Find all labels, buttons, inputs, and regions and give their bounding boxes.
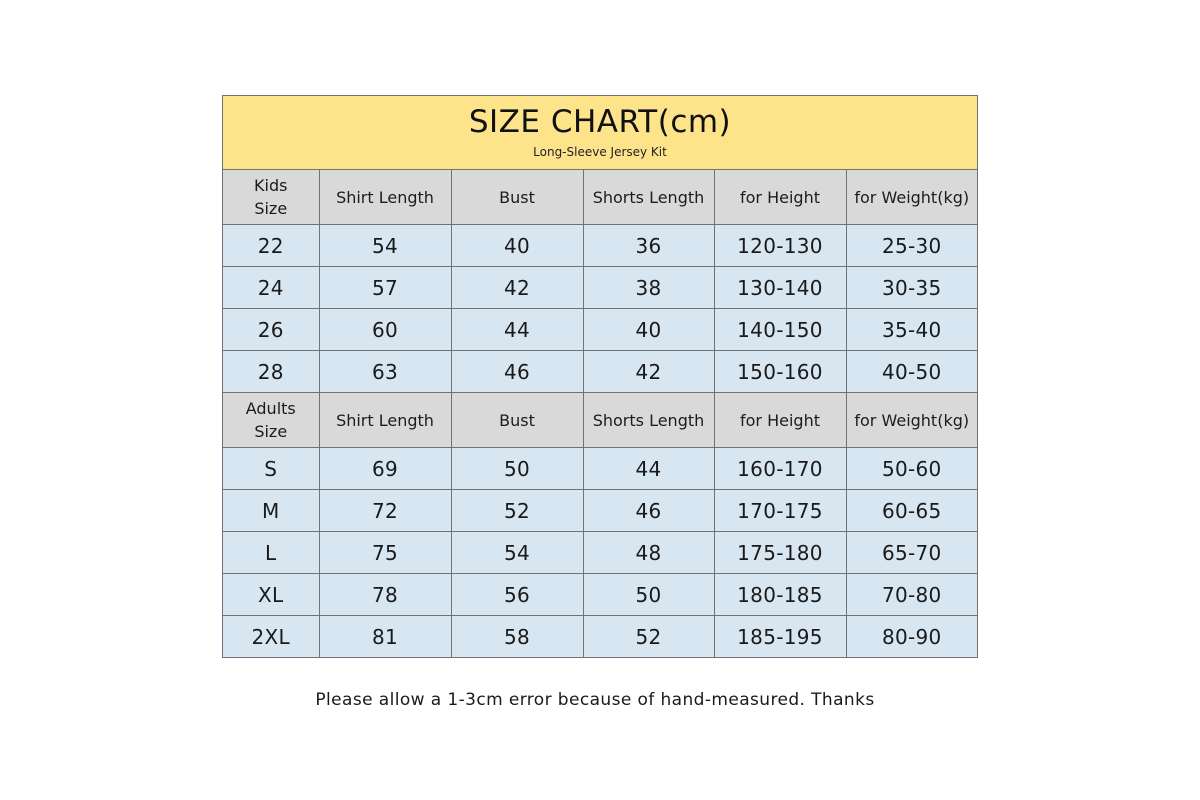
table-row [223,225,977,267]
kids-label: Kids [254,176,288,195]
size-label: Size [254,199,288,218]
column-header-shorts-length: Shorts Length [583,393,714,448]
bust-cell: 52 [451,490,583,532]
bust-cell: 56 [451,574,583,616]
bust-cell: 42 [451,267,583,309]
height-cell: 130-140 [714,267,846,309]
shirt-length-cell: 60 [319,309,451,351]
bust-cell: 50 [451,448,583,490]
size-cell: 24 [223,267,319,309]
shorts-length-cell: 52 [583,616,714,658]
table-row [223,267,977,309]
column-header-weight: for Weight(kg) [846,170,977,225]
bust-cell: 40 [451,225,583,267]
weight-cell: 65-70 [846,532,977,574]
column-header-bust: Bust [451,170,583,225]
weight-cell: 25-30 [846,225,977,267]
size-cell: L [223,532,319,574]
column-header-shirt-length: Shirt Length [319,393,451,448]
bust-cell: 58 [451,616,583,658]
table-row [223,616,977,658]
bust-cell: 44 [451,309,583,351]
size-cell: 2XL [223,616,319,658]
height-cell: 175-180 [714,532,846,574]
column-header-height: for Height [714,393,846,448]
shorts-length-cell: 46 [583,490,714,532]
shirt-length-cell: 75 [319,532,451,574]
weight-cell: 50-60 [846,448,977,490]
weight-cell: 80-90 [846,616,977,658]
weight-cell: 40-50 [846,351,977,393]
bust-cell: 46 [451,351,583,393]
weight-cell: 35-40 [846,309,977,351]
column-header-shirt-length: Shirt Length [319,170,451,225]
size-cell: XL [223,574,319,616]
table-row [223,351,977,393]
shorts-length-cell: 36 [583,225,714,267]
table-row [223,532,977,574]
size-cell: M [223,490,319,532]
column-header-shorts-length: Shorts Length [583,170,714,225]
height-cell: 150-160 [714,351,846,393]
shorts-length-cell: 38 [583,267,714,309]
adults-label: Adults [245,399,296,418]
chart-title: SIZE CHART(cm) [468,104,732,140]
shirt-length-cell: 78 [319,574,451,616]
height-cell: 180-185 [714,574,846,616]
height-cell: 140-150 [714,309,846,351]
weight-cell: 60-65 [846,490,977,532]
shirt-length-cell: 69 [319,448,451,490]
size-table [223,170,977,657]
shirt-length-cell: 57 [319,267,451,309]
height-cell: 120-130 [714,225,846,267]
shirt-length-cell: 63 [319,351,451,393]
shirt-length-cell: 72 [319,490,451,532]
size-cell: 26 [223,309,319,351]
chart-header [223,96,977,170]
size-label: Size [254,422,288,441]
chart-subtitle: Long-Sleeve Jersey Kit [533,145,667,159]
column-header-height: for Height [714,170,846,225]
measurement-note: Please allow a 1-3cm error because of hand-measured. Thanks [315,690,875,710]
size-cell: S [223,448,319,490]
kids-size-header [223,170,319,225]
shirt-length-cell: 54 [319,225,451,267]
size-cell: 22 [223,225,319,267]
shorts-length-cell: 48 [583,532,714,574]
shirt-length-cell: 81 [319,616,451,658]
shorts-length-cell: 42 [583,351,714,393]
shorts-length-cell: 40 [583,309,714,351]
table-row [223,574,977,616]
adults-header-row [223,393,977,448]
table-row [223,448,977,490]
column-header-weight: for Weight(kg) [846,393,977,448]
weight-cell: 30-35 [846,267,977,309]
bust-cell: 54 [451,532,583,574]
size-cell: 28 [223,351,319,393]
weight-cell: 70-80 [846,574,977,616]
shorts-length-cell: 50 [583,574,714,616]
adults-size-header [223,393,319,448]
kids-header-row [223,170,977,225]
column-header-bust: Bust [451,393,583,448]
height-cell: 185-195 [714,616,846,658]
shorts-length-cell: 44 [583,448,714,490]
table-row [223,309,977,351]
height-cell: 160-170 [714,448,846,490]
table-row [223,490,977,532]
height-cell: 170-175 [714,490,846,532]
size-chart-table [222,95,978,658]
